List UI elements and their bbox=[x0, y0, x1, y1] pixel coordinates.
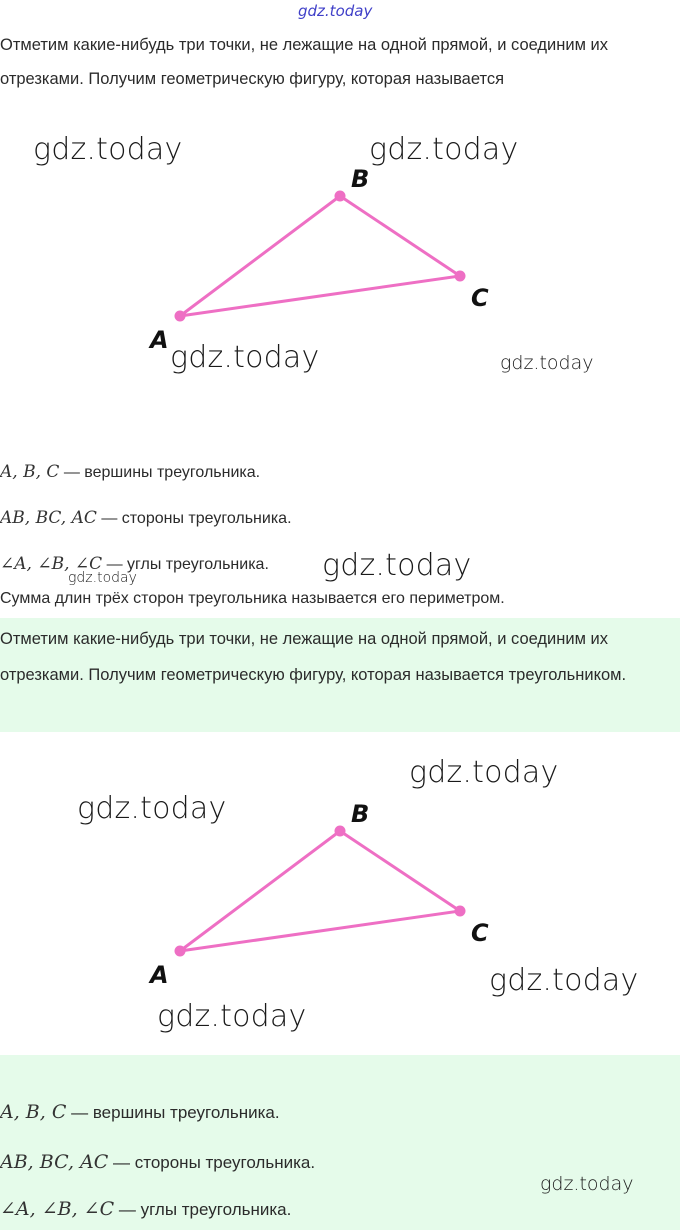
watermark: gdz.today bbox=[68, 570, 137, 586]
vertices-math: A, B, C bbox=[0, 462, 60, 482]
perimeter-line: Сумма длин трёх сторон треугольника называется его периметром. bbox=[0, 590, 505, 607]
angles-line-2 bbox=[0, 1198, 291, 1220]
sides-text: — стороны треугольника. bbox=[108, 1153, 316, 1172]
vertex-b-label: B bbox=[351, 165, 370, 193]
sides-line-2 bbox=[0, 1151, 315, 1173]
vertices-text: — вершины треугольника. bbox=[59, 464, 261, 481]
sides-line bbox=[0, 508, 292, 528]
vertex-b-point bbox=[335, 826, 346, 837]
vertex-c-point bbox=[455, 271, 466, 282]
angles-math: ∠A, ∠B, ∠C bbox=[0, 554, 103, 574]
vertices-line bbox=[0, 462, 260, 482]
watermark: gdz.today bbox=[322, 548, 472, 583]
angles-text: — углы треугольника. bbox=[102, 556, 269, 573]
vertex-c-point bbox=[455, 906, 466, 917]
triangle-shape bbox=[180, 831, 460, 951]
watermark: gdz.today bbox=[489, 963, 639, 998]
watermark: gdz.today bbox=[157, 999, 307, 1034]
angles-math: ∠A, ∠B, ∠C bbox=[0, 1198, 115, 1220]
watermark: gdz.today bbox=[170, 340, 320, 375]
sides-math: AB, BC, AC bbox=[0, 1151, 109, 1173]
watermark: gdz.today bbox=[500, 352, 594, 374]
vertices-text: — вершины треугольника. bbox=[66, 1103, 280, 1122]
watermark: gdz.today bbox=[369, 132, 519, 167]
vertex-a-point bbox=[175, 311, 186, 322]
vertex-a-point bbox=[175, 946, 186, 957]
sides-text: — стороны треугольника. bbox=[96, 510, 292, 527]
triangle-figure-2 bbox=[0, 735, 680, 1055]
vertices-line-2 bbox=[0, 1101, 280, 1123]
vertex-c-label: C bbox=[471, 284, 489, 312]
vertex-a-label: A bbox=[150, 326, 169, 354]
watermark-top: gdz.today bbox=[298, 2, 373, 20]
intro-paragraph: Отметим какие-нибудь три точки, не лежащие на одной прямой, и соединим их отрезками. Получим геометрическую фигуру, которая называется bbox=[0, 36, 609, 88]
intro-paragraph-2: Отметим какие-нибудь три точки, не лежащие на одной прямой, и соединим их отрезками. Получим геометрическую фигуру, которая называется треугольником. bbox=[0, 630, 627, 684]
vertex-c-label: C bbox=[471, 919, 489, 947]
vertex-b-point bbox=[335, 191, 346, 202]
triangle-shape bbox=[180, 196, 460, 316]
watermark: gdz.today bbox=[540, 1173, 634, 1195]
watermark: gdz.today bbox=[77, 791, 227, 826]
sides-math: AB, BC, AC bbox=[0, 508, 97, 528]
watermark: gdz.today bbox=[33, 132, 183, 167]
angles-text: — углы треугольника. bbox=[114, 1200, 292, 1219]
watermark: gdz.today bbox=[409, 755, 559, 790]
vertex-b-label: B bbox=[351, 800, 370, 828]
vertex-a-label: A bbox=[150, 961, 169, 989]
vertices-math: A, B, C bbox=[0, 1101, 67, 1123]
